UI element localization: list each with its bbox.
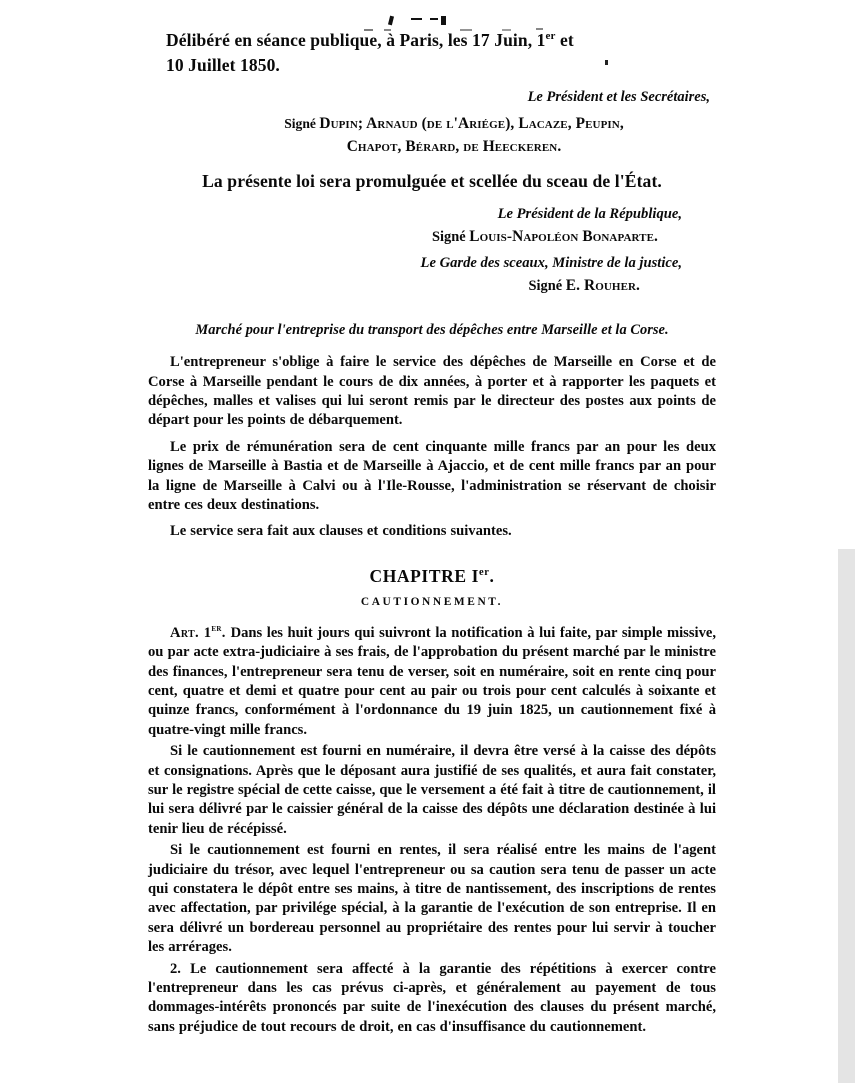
chapter-heading [148, 566, 716, 587]
text-column [148, 28, 716, 1037]
secretaries-signatures [148, 113, 716, 158]
chapter-label: CHAPITRE I [369, 565, 480, 586]
article-1-label [170, 622, 231, 641]
president-caption: Le Président de la République, [497, 206, 682, 223]
article-2 [148, 960, 716, 1038]
chapter-label-superscript: er [479, 567, 490, 579]
article-1-label-main: Art. 1 [170, 624, 212, 641]
chapter-label-end: . [489, 565, 495, 586]
section-heading-cautionnement: CAUTIONNEMENT. [360, 595, 504, 608]
paragraph-numeraire: Si le cautionnement est fourni en numéraire, il devra être versé à la caisse des dépôts et consignations. Après que le déposant aura justifié de ses qualités, et aura fait constater, sur le registre spécial de cette caisse, que le versement a été fait à titre de cautionnement, il lui sera délivré par le caissier général de la caisse des dépôts une déclaration destinée à lui tenir lieu de récépissé. [148, 743, 716, 837]
secretaries-caption: Le Président et les Secrétaires, [527, 88, 710, 105]
article-2-text: Le cautionnement sera affecté à la garantie des répétitions à exercer contre l'entrepreneur dans les cas prévus ci-après, et généralement au payement de tous dommages-intérêts prononcés par suite de l'inexécution des clauses du présent marché, sans préjudice de tout recours de droit, en cas d'insuffisance du cautionnement. [148, 960, 716, 1035]
contract-paragraph-3: Le service sera fait aux clauses et conditions suivantes. [170, 523, 512, 540]
article-1-label-superscript: er [211, 622, 222, 634]
contract-paragraph-2: Le prix de rémunération sera de cent cinquante mille francs par an pour les deux lignes de Marseille à Bastia et de Marseille à Ajaccio, et de cent mille francs par an pour la ligne de Marseille à Calvi ou à l'Ile-Rousse, l'administration se réservant de choisir entre ces deux destinations. [148, 438, 716, 514]
vertical-scrollbar[interactable] [838, 549, 855, 1083]
deliberation-heading [148, 28, 716, 78]
contract-title: Marché pour l'entreprise du transport des dépêches entre Marseille et la Corse. [195, 322, 669, 339]
president-signature-name: Louis-Napoléon Bonaparte. [469, 228, 658, 246]
promulgation-statement: La présente loi sera promulguée et scellée du sceau de l'État. [202, 171, 662, 192]
contract-body [148, 353, 716, 542]
article-1 [148, 622, 716, 740]
deliberation-line2: 10 Juillet 1850. [166, 54, 280, 75]
president-signature [148, 225, 716, 249]
secretaries-line1 [192, 113, 716, 135]
article-2-number: 2. [170, 960, 191, 977]
deliberation-line1-part2: et [555, 30, 574, 50]
article-1-text: Dans les huit jours qui suivront la notification à lui faite, par simple missive, ou par acte extra-judiciaire à ses frais, de l'approbation du présent marché par le ministre des finances, l'entrepreneur sera tenu de verser, soit en numéraire, soit en rente cinq pour cent, quatre et demi et quatre pour cent au pair ou trois pour cent calculés à soixante et quinze francs, conformément à l'ordonnance du 19 juin 1825, un cautionnement fixé à quatre-vingt mille francs. [148, 624, 716, 738]
president-signed-prefix: Signé [432, 229, 470, 246]
contract-paragraph-1: L'entrepreneur s'oblige à faire le service des dépêches de Marseille en Corse et de Corse à Marseille pendant le cours de dix années, à porter et à rapporter les paquets et dépêches, malles et valises qui lui seront remis par le directeur des postes aux points de départ pour les points de débarquement. [148, 354, 716, 429]
keeper-signature-name: E. Rouher. [565, 277, 640, 295]
keeper-signed-prefix: Signé [528, 278, 566, 295]
secretaries-names-line2: Chapot, Bérard, de Heeckeren. [346, 137, 562, 155]
secretaries-names-line1: Dupin; Arnaud (de l'Ariége), Lacaze, Peupin, [319, 115, 624, 133]
article-1-label-end: . [221, 624, 231, 641]
paragraph-rentes: Si le cautionnement est fourni en rentes, il sera réalisé entre les mains de l'agent judiciaire du trésor, avec lequel l'entrepreneur ou sa caution sera tenu de passer un acte qui constatera le dépôt entre ses mains, à titre de nantissement, des inscriptions de rentes avec affectation, par privilége spécial, à la garantie de l'exécution de son entreprise. Il en sera délivré un bordereau personnel au propriétaire des rentes pour lui servir à toucher les arrérages. [148, 842, 716, 956]
deliberation-line1-superscript: er [545, 30, 556, 43]
keeper-of-seals-signature [148, 274, 716, 298]
deliberation-line1-part1: Délibéré en séance publique, à Paris, les 17 Juin, 1 [166, 30, 546, 50]
keeper-of-seals-caption: Le Garde des sceaux, Ministre de la justice, [420, 255, 682, 272]
articles-body [148, 622, 716, 1037]
secretaries-signed-prefix: Signé [284, 116, 320, 132]
